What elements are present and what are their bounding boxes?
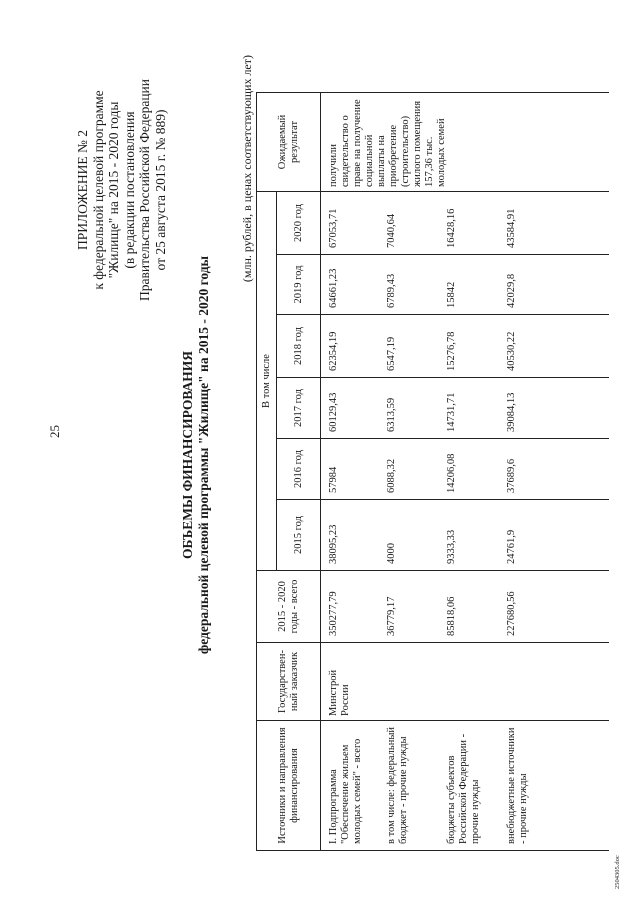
row-value: 15276,78	[439, 315, 499, 378]
row-value: 37689,6	[499, 439, 609, 500]
row-source: внебюджетные источники - прочие нужды	[499, 721, 609, 851]
table-row	[439, 93, 499, 851]
header-year: 2020 год	[277, 192, 321, 255]
page-number: 25	[47, 425, 62, 438]
row-source: I. Подпрограмма "Обеспечение жильем молодых семей" - всего	[321, 721, 379, 851]
row-source: в том числе: федеральный бюджет - прочие нужды	[379, 721, 439, 851]
row-value: 62354,19	[321, 315, 379, 378]
header-year: 2015 год	[277, 500, 321, 571]
row-source: бюджеты субъектов Российской Федерации - прочие нужды	[439, 721, 499, 851]
row-customer	[499, 643, 609, 721]
row-value: 64661,23	[321, 255, 379, 315]
row-value: 24761,9	[499, 500, 609, 571]
row-total: 227680,56	[499, 571, 609, 643]
row-value: 16428,16	[439, 192, 499, 255]
annex-header	[75, 40, 168, 340]
header-customer: Государствен-ный заказчик	[257, 643, 321, 721]
row-value: 40530,22	[499, 315, 609, 378]
row-total: 350277,79	[321, 571, 379, 643]
row-total: 36779,17	[379, 571, 439, 643]
annex-line: "Жилище" на 2015 - 2020 годы	[106, 101, 121, 279]
row-value: 6547,19	[379, 315, 439, 378]
row-value: 6789,43	[379, 255, 439, 315]
row-value: 9333,33	[439, 500, 499, 571]
row-value: 57984	[321, 439, 379, 500]
row-customer	[379, 643, 439, 721]
row-value: 38095,23	[321, 500, 379, 571]
row-value: 4000	[379, 500, 439, 571]
header-year: 2016 год	[277, 439, 321, 500]
table-row	[499, 93, 609, 851]
document-code: 2504305.doc	[614, 855, 621, 889]
row-value: 60129,43	[321, 378, 379, 439]
row-total: 85818,06	[439, 571, 499, 643]
units-note: (млн. рублей, в ценах соответствующих лет)	[240, 55, 254, 283]
row-value: 42029,8	[499, 255, 609, 315]
row-customer	[439, 643, 499, 721]
row-value: 7040,64	[379, 192, 439, 255]
annex-line: ПРИЛОЖЕНИЕ № 2	[75, 129, 90, 251]
header-source: Источники и направления финансирования	[257, 721, 321, 851]
row-value: 14731,71	[439, 378, 499, 439]
table-row	[321, 93, 379, 851]
financing-table	[256, 92, 609, 851]
table-row	[379, 93, 439, 851]
row-value: 43584,91	[499, 192, 609, 255]
title-line-2: федеральной целевой программы "Жилище" на 2015 - 2020 годы	[196, 255, 211, 655]
row-value: 15842	[439, 255, 499, 315]
header-including: В том числе	[257, 192, 277, 571]
header-result: Ожидаемый результат	[257, 93, 321, 192]
row-value: 39084,13	[499, 378, 609, 439]
row-value: 67053,71	[321, 192, 379, 255]
header-year: 2018 год	[277, 315, 321, 378]
document-title	[180, 15, 212, 895]
title-line-1: ОБЪЕМЫ ФИНАНСИРОВАНИЯ	[180, 350, 195, 560]
header-year: 2017 год	[277, 378, 321, 439]
header-total: 2015 - 2020 годы - всего	[257, 571, 321, 643]
row-result: получили свидетельство о праве на получение социальной выплаты на приобретение (строительство) жилого помещения 157,36 тыс. молодых семей	[321, 93, 609, 192]
row-value: 14206,08	[439, 439, 499, 500]
header-year: 2019 год	[277, 255, 321, 315]
row-customer: Минстрой России	[321, 643, 379, 721]
rotated-page	[50, 15, 640, 895]
row-value: 6088,32	[379, 439, 439, 500]
row-value: 6313,59	[379, 378, 439, 439]
annex-line: (в редакции постановления	[121, 111, 137, 269]
annex-line: Правительства Российской Федерации	[137, 79, 152, 301]
annex-line: от 25 августа 2015 г. № 889)	[152, 109, 168, 271]
annex-line: к федеральной целевой программе	[90, 90, 106, 290]
